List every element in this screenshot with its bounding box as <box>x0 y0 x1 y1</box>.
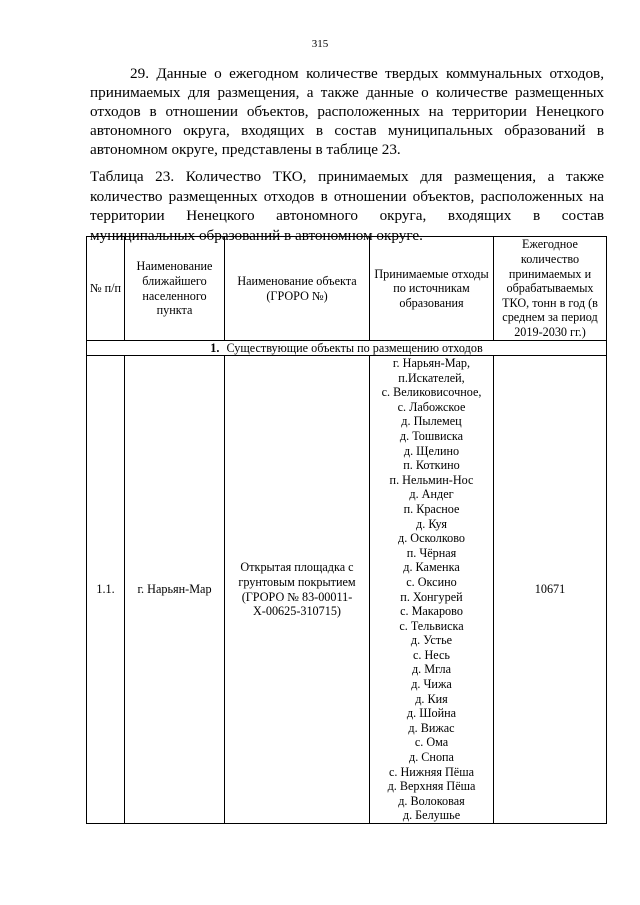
page-number: 315 <box>311 38 329 50</box>
tko-table <box>86 236 607 824</box>
source-settlement-item: с. Макарово <box>400 604 463 619</box>
intro-paragraph: 29. Данные о ежегодном количестве твердых коммунальных отходов, принимаемых для размещения, а также данные о количестве размещенных отходов в отношении объектов, расположенных на территории Ненецкого автономного округа, входящих в состав муниципальных образований в автономном округе, представлены в таблице 23. <box>90 65 604 158</box>
header-object: Наименование объекта (ГРОРО №) <box>225 237 370 341</box>
source-settlement-item: д. Белушье <box>402 808 461 823</box>
source-settlement-item: г. Нарьян-Мар, <box>392 356 471 370</box>
header-annual: Ежегодное количество принимаемых и обрабатываемых ТКО, тонн в год (в среднем за период 2019-2030 гг.) <box>494 237 607 341</box>
table-header-row <box>87 237 607 341</box>
source-settlement-item: с. Несь <box>413 647 450 662</box>
header-settlement: Наименование ближайшего населенного пункта <box>125 237 225 341</box>
source-settlement-item: с. Тельвиска <box>399 618 464 633</box>
source-settlement-item: с. Великовисочное, <box>381 385 482 400</box>
source-settlement-item: д. Верхняя Пёша <box>387 779 476 794</box>
source-settlement-item: п. Коткино <box>403 458 460 473</box>
header-sources: Принимаемые отходы по источникам образования <box>370 237 494 341</box>
source-settlement-item: д. Андег <box>409 487 454 502</box>
source-settlement-item: д. Волоковая <box>398 793 465 808</box>
source-settlement-item: п. Нельмин-Нос <box>389 472 474 487</box>
header-num: № п/п <box>87 237 125 341</box>
row-settlement: г. Нарьян-Мар <box>125 356 225 824</box>
source-settlement-item: с. Нижняя Пёша <box>388 764 475 779</box>
source-settlement-item: с. Лабожское <box>397 399 466 414</box>
source-settlement-item: д. Вижас <box>408 720 455 735</box>
table-caption: Таблица 23. Количество ТКО, принимаемых для размещения, а также количество размещенных отходов в отношении объектов, расположенных на территории Ненецкого автономного округа, входящих в состав муниципальных образований в автономном округе. <box>90 168 604 244</box>
row-sources <box>370 356 494 824</box>
section-row <box>87 341 607 356</box>
source-settlement-item: п. Чёрная <box>406 545 457 560</box>
source-settlement-item: д. Мгла <box>411 662 451 677</box>
source-settlement-item: п.Искателей, <box>398 370 465 385</box>
source-settlement-item: д. Пылемец <box>401 414 462 429</box>
source-settlement-item: д. Осколково <box>398 531 465 546</box>
section-cell <box>87 341 607 356</box>
source-settlement-item: д. Каменка <box>403 560 460 575</box>
source-settlement-item: д. Шойна <box>406 706 457 721</box>
source-settlement-item: с. Оксино <box>406 574 457 589</box>
section-title: Существующие объекты по размещению отходов <box>226 341 483 355</box>
row-annual: 10671 <box>494 356 607 824</box>
source-settlement-item: с. Ома <box>414 735 449 750</box>
source-settlement-item: п. Красное <box>403 501 460 516</box>
row-num: 1.1. <box>87 356 125 824</box>
source-settlement-item: п. Хонгурей <box>400 589 463 604</box>
source-settlement-item: д. Тошвиска <box>399 428 464 443</box>
row-object: Открытая площадка с грунтовым покрытием (ГРОРО № 83-00011-Х-00625-310715) <box>225 356 370 824</box>
source-settlement-item: д. Снопа <box>409 750 454 765</box>
source-settlement-item: д. Устье <box>410 633 453 648</box>
source-settlement-item: д. Куя <box>416 516 447 531</box>
source-settlement-item: д. Кия <box>415 691 448 706</box>
source-settlement-item: д. Чижа <box>411 677 452 692</box>
source-settlement-item: д. Щелино <box>403 443 460 458</box>
table-row <box>87 356 607 824</box>
section-number: 1. <box>210 341 220 355</box>
